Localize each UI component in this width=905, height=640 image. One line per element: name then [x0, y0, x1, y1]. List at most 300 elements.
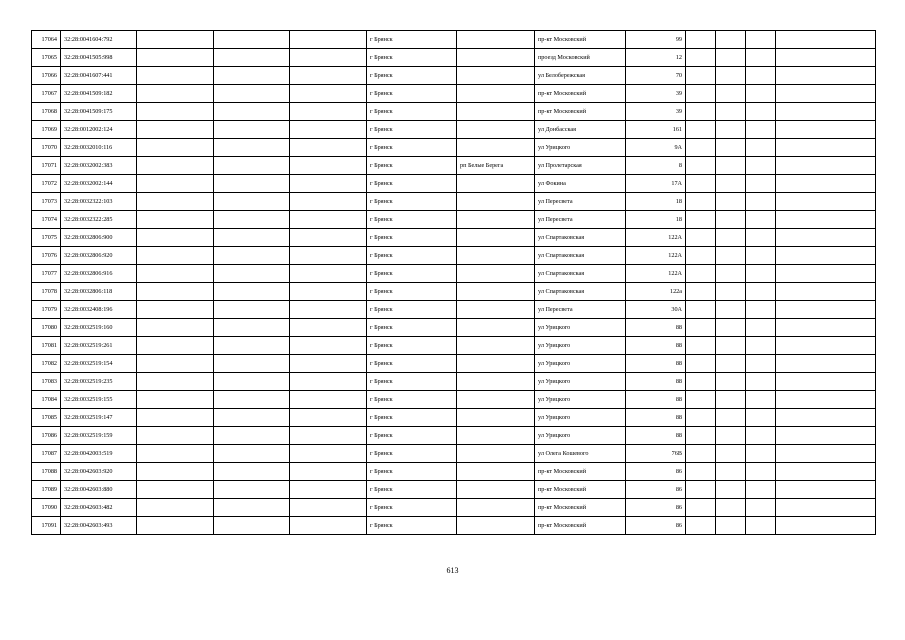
- table-row: [32, 355, 876, 373]
- table-row: [32, 229, 876, 247]
- empty-cell: [137, 85, 214, 103]
- street-cell: ул Пересвета: [535, 301, 626, 319]
- empty-cell: [686, 463, 716, 481]
- empty-cell: [686, 85, 716, 103]
- page-number: 613: [446, 566, 459, 575]
- row-number-cell: 17071: [32, 157, 61, 175]
- empty-cell: [776, 409, 876, 427]
- empty-cell: [214, 229, 290, 247]
- empty-cell: [746, 175, 776, 193]
- empty-cell: [290, 517, 367, 535]
- cadastral-number-cell: 32:28:0042603:482: [61, 499, 137, 517]
- empty-cell: [686, 517, 716, 535]
- empty-cell: [746, 445, 776, 463]
- row-number-cell: 17090: [32, 499, 61, 517]
- empty-cell: [776, 193, 876, 211]
- house-number-cell: 122А: [626, 247, 686, 265]
- empty-cell: [290, 481, 367, 499]
- settlement-cell: [457, 229, 535, 247]
- empty-cell: [746, 139, 776, 157]
- empty-cell: [686, 283, 716, 301]
- empty-cell: [214, 463, 290, 481]
- house-number-cell: 88: [626, 355, 686, 373]
- empty-cell: [137, 193, 214, 211]
- empty-cell: [686, 121, 716, 139]
- empty-cell: [716, 427, 746, 445]
- row-number-cell: 17079: [32, 301, 61, 319]
- empty-cell: [686, 175, 716, 193]
- table-row: [32, 85, 876, 103]
- city-cell: г Брянск: [367, 67, 457, 85]
- table-row: [32, 517, 876, 535]
- street-cell: ул Пролетарская: [535, 157, 626, 175]
- empty-cell: [137, 229, 214, 247]
- row-number-cell: 17077: [32, 265, 61, 283]
- street-cell: пр-кт Московский: [535, 499, 626, 517]
- house-number-cell: 88: [626, 373, 686, 391]
- house-number-cell: 122А: [626, 229, 686, 247]
- empty-cell: [290, 265, 367, 283]
- empty-cell: [746, 427, 776, 445]
- table-row: [32, 193, 876, 211]
- settlement-cell: [457, 283, 535, 301]
- street-cell: ул Урицкого: [535, 409, 626, 427]
- empty-cell: [776, 85, 876, 103]
- row-number-cell: 17065: [32, 49, 61, 67]
- city-cell: г Брянск: [367, 355, 457, 373]
- table-row: [32, 139, 876, 157]
- empty-cell: [137, 103, 214, 121]
- empty-cell: [137, 463, 214, 481]
- empty-cell: [290, 337, 367, 355]
- street-cell: ул Спартаковская: [535, 247, 626, 265]
- empty-cell: [290, 391, 367, 409]
- empty-cell: [746, 373, 776, 391]
- city-cell: г Брянск: [367, 211, 457, 229]
- empty-cell: [137, 211, 214, 229]
- registry-table: [31, 30, 876, 535]
- street-cell: ул Пересвета: [535, 211, 626, 229]
- empty-cell: [776, 157, 876, 175]
- table-row: [32, 463, 876, 481]
- empty-cell: [214, 481, 290, 499]
- street-cell: пр-кт Московский: [535, 463, 626, 481]
- empty-cell: [686, 373, 716, 391]
- house-number-cell: 86: [626, 481, 686, 499]
- empty-cell: [686, 337, 716, 355]
- empty-cell: [214, 337, 290, 355]
- empty-cell: [716, 517, 746, 535]
- empty-cell: [137, 373, 214, 391]
- table-row: [32, 409, 876, 427]
- house-number-cell: 122а: [626, 283, 686, 301]
- empty-cell: [746, 157, 776, 175]
- settlement-cell: [457, 139, 535, 157]
- empty-cell: [290, 229, 367, 247]
- city-cell: г Брянск: [367, 103, 457, 121]
- settlement-cell: [457, 211, 535, 229]
- empty-cell: [716, 283, 746, 301]
- street-cell: пр-кт Московский: [535, 481, 626, 499]
- empty-cell: [776, 49, 876, 67]
- street-cell: пр-кт Московский: [535, 31, 626, 49]
- empty-cell: [716, 373, 746, 391]
- empty-cell: [214, 427, 290, 445]
- house-number-cell: 122А: [626, 265, 686, 283]
- empty-cell: [686, 445, 716, 463]
- empty-cell: [746, 265, 776, 283]
- row-number-cell: 17069: [32, 121, 61, 139]
- empty-cell: [686, 31, 716, 49]
- empty-cell: [686, 427, 716, 445]
- house-number-cell: 88: [626, 319, 686, 337]
- city-cell: г Брянск: [367, 517, 457, 535]
- empty-cell: [716, 229, 746, 247]
- street-cell: ул Фокина: [535, 175, 626, 193]
- empty-cell: [686, 103, 716, 121]
- row-number-cell: 17076: [32, 247, 61, 265]
- table-row: [32, 337, 876, 355]
- empty-cell: [746, 319, 776, 337]
- empty-cell: [137, 265, 214, 283]
- empty-cell: [137, 283, 214, 301]
- row-number-cell: 17087: [32, 445, 61, 463]
- empty-cell: [137, 499, 214, 517]
- empty-cell: [137, 157, 214, 175]
- empty-cell: [137, 121, 214, 139]
- empty-cell: [776, 31, 876, 49]
- table-row: [32, 67, 876, 85]
- empty-cell: [137, 175, 214, 193]
- city-cell: г Брянск: [367, 337, 457, 355]
- empty-cell: [746, 517, 776, 535]
- row-number-cell: 17089: [32, 481, 61, 499]
- house-number-cell: 99: [626, 31, 686, 49]
- city-cell: г Брянск: [367, 49, 457, 67]
- street-cell: ул Донбасская: [535, 121, 626, 139]
- settlement-cell: [457, 49, 535, 67]
- empty-cell: [214, 283, 290, 301]
- cadastral-number-cell: 32:28:0032002:383: [61, 157, 137, 175]
- empty-cell: [137, 31, 214, 49]
- row-number-cell: 17075: [32, 229, 61, 247]
- house-number-cell: 18: [626, 211, 686, 229]
- cadastral-number-cell: 32:28:0032519:235: [61, 373, 137, 391]
- empty-cell: [686, 265, 716, 283]
- cadastral-number-cell: 32:28:0032519:160: [61, 319, 137, 337]
- empty-cell: [290, 373, 367, 391]
- house-number-cell: 86: [626, 499, 686, 517]
- row-number-cell: 17072: [32, 175, 61, 193]
- empty-cell: [746, 31, 776, 49]
- cadastral-number-cell: 32:28:0041607:441: [61, 67, 137, 85]
- cadastral-number-cell: 32:28:0032806:118: [61, 283, 137, 301]
- empty-cell: [746, 283, 776, 301]
- empty-cell: [746, 67, 776, 85]
- empty-cell: [137, 427, 214, 445]
- empty-cell: [716, 157, 746, 175]
- settlement-cell: [457, 445, 535, 463]
- settlement-cell: [457, 463, 535, 481]
- empty-cell: [716, 409, 746, 427]
- table-row: [32, 301, 876, 319]
- empty-cell: [290, 463, 367, 481]
- empty-cell: [776, 121, 876, 139]
- city-cell: г Брянск: [367, 301, 457, 319]
- city-cell: г Брянск: [367, 499, 457, 517]
- table-row: [32, 481, 876, 499]
- row-number-cell: 17088: [32, 463, 61, 481]
- row-number-cell: 17073: [32, 193, 61, 211]
- empty-cell: [776, 517, 876, 535]
- empty-cell: [137, 481, 214, 499]
- empty-cell: [716, 265, 746, 283]
- empty-cell: [746, 85, 776, 103]
- table-row: [32, 265, 876, 283]
- empty-cell: [686, 391, 716, 409]
- city-cell: г Брянск: [367, 157, 457, 175]
- empty-cell: [776, 355, 876, 373]
- empty-cell: [716, 355, 746, 373]
- settlement-cell: [457, 517, 535, 535]
- empty-cell: [290, 301, 367, 319]
- empty-cell: [137, 139, 214, 157]
- street-cell: ул Урицкого: [535, 391, 626, 409]
- row-number-cell: 17070: [32, 139, 61, 157]
- empty-cell: [290, 31, 367, 49]
- row-number-cell: 17078: [32, 283, 61, 301]
- settlement-cell: [457, 85, 535, 103]
- empty-cell: [214, 373, 290, 391]
- city-cell: г Брянск: [367, 463, 457, 481]
- empty-cell: [776, 301, 876, 319]
- empty-cell: [716, 445, 746, 463]
- row-number-cell: 17086: [32, 427, 61, 445]
- empty-cell: [214, 85, 290, 103]
- cadastral-number-cell: 32:28:0012002:124: [61, 121, 137, 139]
- empty-cell: [137, 337, 214, 355]
- empty-cell: [290, 49, 367, 67]
- city-cell: г Брянск: [367, 427, 457, 445]
- settlement-cell: [457, 373, 535, 391]
- house-number-cell: 12: [626, 49, 686, 67]
- row-number-cell: 17084: [32, 391, 61, 409]
- row-number-cell: 17067: [32, 85, 61, 103]
- empty-cell: [214, 391, 290, 409]
- empty-cell: [214, 499, 290, 517]
- empty-cell: [746, 337, 776, 355]
- city-cell: г Брянск: [367, 265, 457, 283]
- empty-cell: [686, 49, 716, 67]
- table-row: [32, 319, 876, 337]
- empty-cell: [290, 175, 367, 193]
- row-number-cell: 17081: [32, 337, 61, 355]
- street-cell: пр-кт Московский: [535, 103, 626, 121]
- empty-cell: [290, 445, 367, 463]
- city-cell: г Брянск: [367, 229, 457, 247]
- empty-cell: [290, 103, 367, 121]
- empty-cell: [686, 193, 716, 211]
- settlement-cell: [457, 319, 535, 337]
- empty-cell: [290, 319, 367, 337]
- empty-cell: [137, 517, 214, 535]
- city-cell: г Брянск: [367, 319, 457, 337]
- empty-cell: [686, 211, 716, 229]
- empty-cell: [776, 499, 876, 517]
- cadastral-number-cell: 32:28:0032806:920: [61, 247, 137, 265]
- cadastral-number-cell: 32:28:0042603:493: [61, 517, 137, 535]
- empty-cell: [686, 67, 716, 85]
- empty-cell: [776, 373, 876, 391]
- settlement-cell: [457, 121, 535, 139]
- table-row: [32, 211, 876, 229]
- city-cell: г Брянск: [367, 391, 457, 409]
- empty-cell: [214, 265, 290, 283]
- house-number-cell: 86: [626, 463, 686, 481]
- empty-cell: [214, 211, 290, 229]
- row-number-cell: 17091: [32, 517, 61, 535]
- street-cell: ул Спартаковская: [535, 265, 626, 283]
- table-row: [32, 49, 876, 67]
- empty-cell: [290, 283, 367, 301]
- house-number-cell: 86: [626, 517, 686, 535]
- street-cell: проезд Московский: [535, 49, 626, 67]
- empty-cell: [214, 175, 290, 193]
- empty-cell: [716, 193, 746, 211]
- city-cell: г Брянск: [367, 175, 457, 193]
- empty-cell: [746, 211, 776, 229]
- row-number-cell: 17068: [32, 103, 61, 121]
- empty-cell: [716, 103, 746, 121]
- empty-cell: [686, 247, 716, 265]
- settlement-cell: [457, 175, 535, 193]
- cadastral-number-cell: 32:28:0032002:144: [61, 175, 137, 193]
- empty-cell: [776, 247, 876, 265]
- empty-cell: [290, 85, 367, 103]
- row-number-cell: 17085: [32, 409, 61, 427]
- table-row: [32, 103, 876, 121]
- empty-cell: [746, 409, 776, 427]
- city-cell: г Брянск: [367, 31, 457, 49]
- cadastral-number-cell: 32:28:0041505:998: [61, 49, 137, 67]
- cadastral-number-cell: 32:28:0032322:103: [61, 193, 137, 211]
- cadastral-number-cell: 32:28:0032806:916: [61, 265, 137, 283]
- empty-cell: [746, 355, 776, 373]
- house-number-cell: 70: [626, 67, 686, 85]
- house-number-cell: 17А: [626, 175, 686, 193]
- street-cell: ул Белобережская: [535, 67, 626, 85]
- empty-cell: [290, 67, 367, 85]
- city-cell: г Брянск: [367, 373, 457, 391]
- settlement-cell: [457, 67, 535, 85]
- house-number-cell: 88: [626, 427, 686, 445]
- empty-cell: [716, 175, 746, 193]
- empty-cell: [137, 49, 214, 67]
- table-row: [32, 427, 876, 445]
- empty-cell: [686, 139, 716, 157]
- empty-cell: [686, 409, 716, 427]
- empty-cell: [290, 427, 367, 445]
- cadastral-number-cell: 32:28:0032519:147: [61, 409, 137, 427]
- empty-cell: [290, 355, 367, 373]
- city-cell: г Брянск: [367, 139, 457, 157]
- settlement-cell: [457, 427, 535, 445]
- settlement-cell: рп Белые Берега: [457, 157, 535, 175]
- cadastral-number-cell: 32:28:0042603:880: [61, 481, 137, 499]
- street-cell: пр-кт Московский: [535, 517, 626, 535]
- settlement-cell: [457, 409, 535, 427]
- empty-cell: [776, 103, 876, 121]
- empty-cell: [686, 355, 716, 373]
- empty-cell: [746, 193, 776, 211]
- empty-cell: [290, 499, 367, 517]
- empty-cell: [776, 283, 876, 301]
- settlement-cell: [457, 265, 535, 283]
- empty-cell: [214, 121, 290, 139]
- empty-cell: [716, 139, 746, 157]
- empty-cell: [776, 67, 876, 85]
- empty-cell: [776, 391, 876, 409]
- street-cell: ул Олега Кошевого: [535, 445, 626, 463]
- empty-cell: [214, 247, 290, 265]
- empty-cell: [214, 139, 290, 157]
- house-number-cell: 39: [626, 103, 686, 121]
- empty-cell: [137, 67, 214, 85]
- empty-cell: [746, 481, 776, 499]
- empty-cell: [746, 121, 776, 139]
- street-cell: ул Пересвета: [535, 193, 626, 211]
- empty-cell: [290, 409, 367, 427]
- table-row: [32, 121, 876, 139]
- empty-cell: [137, 391, 214, 409]
- cadastral-number-cell: 32:28:0032010:116: [61, 139, 137, 157]
- empty-cell: [776, 139, 876, 157]
- city-cell: г Брянск: [367, 409, 457, 427]
- empty-cell: [137, 355, 214, 373]
- table-row: [32, 373, 876, 391]
- row-number-cell: 17083: [32, 373, 61, 391]
- empty-cell: [716, 85, 746, 103]
- empty-cell: [214, 49, 290, 67]
- empty-cell: [776, 319, 876, 337]
- empty-cell: [716, 211, 746, 229]
- table-row: [32, 157, 876, 175]
- empty-cell: [776, 463, 876, 481]
- street-cell: ул Урицкого: [535, 139, 626, 157]
- street-cell: ул Спартаковская: [535, 229, 626, 247]
- cadastral-number-cell: 32:28:0032519:154: [61, 355, 137, 373]
- empty-cell: [290, 139, 367, 157]
- empty-cell: [776, 229, 876, 247]
- empty-cell: [137, 301, 214, 319]
- table-row: [32, 445, 876, 463]
- street-cell: ул Урицкого: [535, 427, 626, 445]
- cadastral-number-cell: 32:28:0032322:285: [61, 211, 137, 229]
- empty-cell: [716, 301, 746, 319]
- house-number-cell: 30А: [626, 301, 686, 319]
- empty-cell: [746, 229, 776, 247]
- empty-cell: [716, 391, 746, 409]
- row-number-cell: 17066: [32, 67, 61, 85]
- empty-cell: [686, 481, 716, 499]
- empty-cell: [746, 103, 776, 121]
- table-row: [32, 499, 876, 517]
- house-number-cell: 76В: [626, 445, 686, 463]
- street-cell: ул Урицкого: [535, 355, 626, 373]
- empty-cell: [746, 247, 776, 265]
- empty-cell: [716, 463, 746, 481]
- settlement-cell: [457, 103, 535, 121]
